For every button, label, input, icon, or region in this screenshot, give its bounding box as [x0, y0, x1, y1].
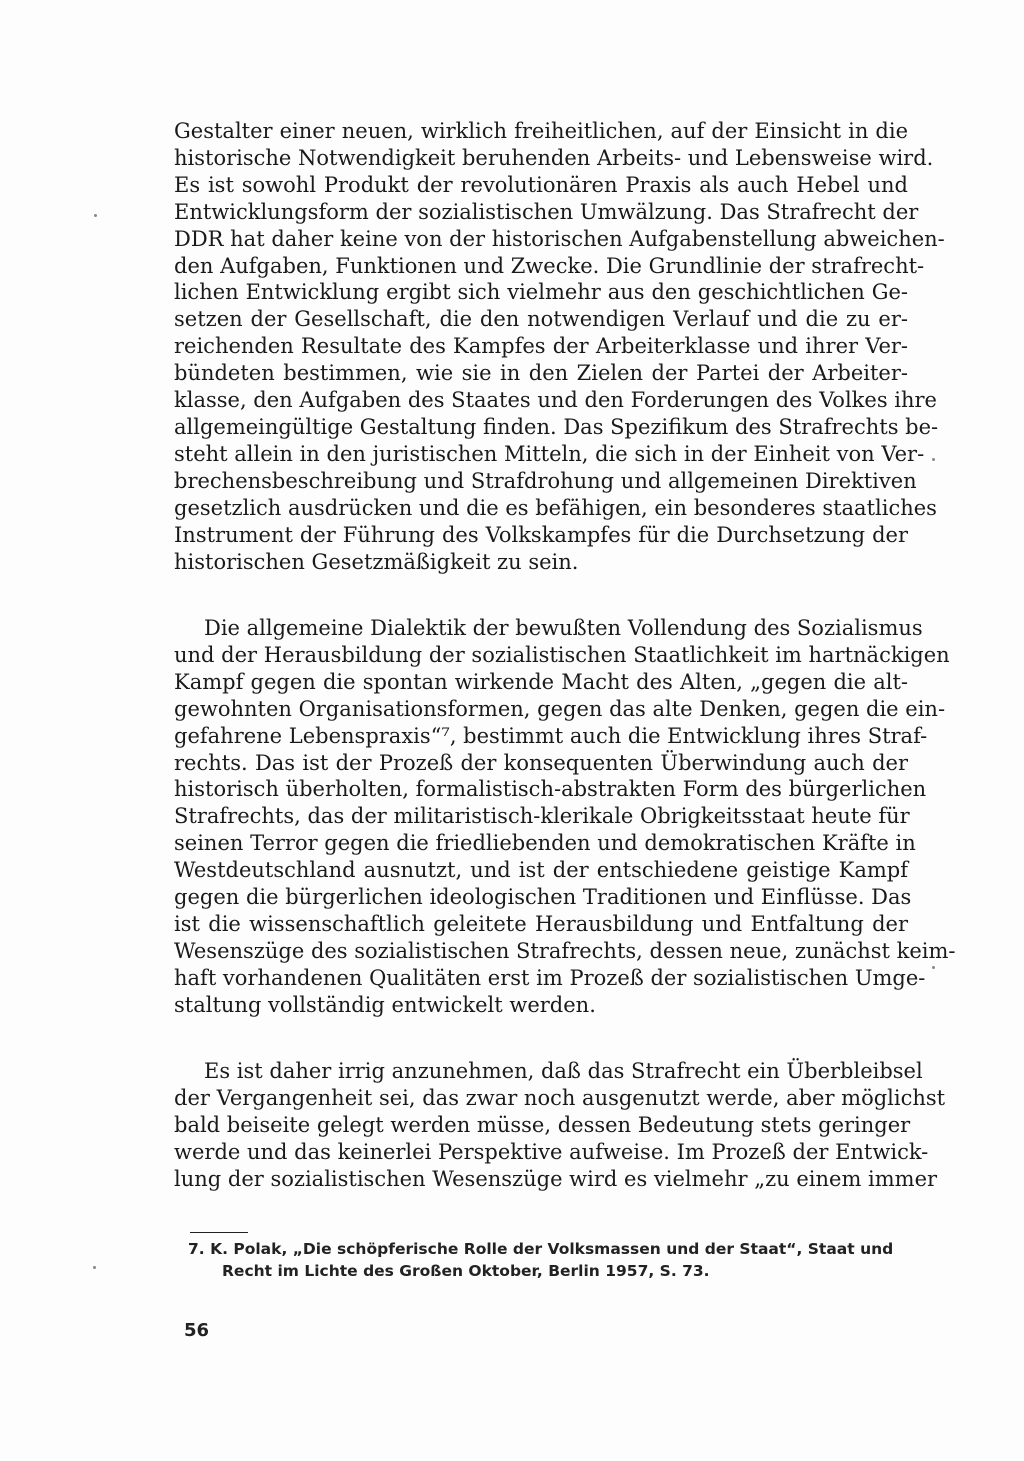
page-number: 56 [184, 1320, 210, 1341]
text-line: gegen die bürgerlichen ideologischen Traditionen und Einflüsse. Das [174, 885, 912, 910]
text-line: reichenden Resultate des Kampfes der Arbeiterklasse und ihrer Ver- [174, 334, 908, 359]
text-line: der Vergangenheit sei, das zwar noch ausgenutzt werde, aber möglichst [174, 1085, 946, 1110]
text-line: Gestalter einer neuen, wirklich freiheitlichen, auf der Einsicht in die [174, 119, 908, 143]
text-line: bündeten bestimmen, wie sie in den Zielen der Partei der Arbeiter- [174, 361, 908, 386]
text-line: gefahrene Lebenspraxis“⁷, bestimmt auch die Entwicklung ihres Straf- [174, 723, 928, 748]
text-line: Es ist sowohl Produkt der revolutionären Praxis als auch Hebel und [174, 172, 908, 197]
text-line: den Aufgaben, Funktionen und Zwecke. Die Grundlinie der strafrecht- [174, 253, 925, 278]
text-line: steht allein in den juristischen Mitteln, die sich in der Einheit von Ver- [174, 441, 925, 466]
text-line: historische Notwendigkeit beruhenden Arbeits- und Lebensweise wird. [174, 145, 934, 170]
text-line: lung der sozialistischen Wesenszüge wird es vielmehr „zu einem immer [174, 1166, 938, 1191]
text-line: Westdeutschland ausnutzt, und ist der entschiedene geistige Kampf [174, 858, 908, 883]
text-line: haft vorhandenen Qualitäten erst im Prozeß der sozialistischen Umge- [174, 965, 926, 990]
text-line: Wesenszüge des sozialistischen Strafrechts, dessen neue, zunächst keim- [174, 938, 956, 963]
text-line: Die allgemeine Dialektik der bewußten Vollendung des Sozialismus [204, 616, 923, 640]
text-line: setzen der Gesellschaft, die den notwendigen Verlauf und die zu er- [174, 307, 908, 332]
text-line: ist die wissenschaftlich geleitete Herausbildung und Entfaltung der [174, 911, 908, 936]
text-line: werde und das keinerlei Perspektive aufweise. Im Prozeß der Entwick- [174, 1139, 929, 1164]
text-line: bald beiseite gelegt werden müsse, dessen Bedeutung stets geringer [174, 1112, 911, 1137]
paragraph-2 [174, 615, 956, 1019]
text-line: gesetzlich ausdrücken und die es befähigen, ein besonderes staatliches [174, 495, 937, 520]
scan-speck [932, 458, 935, 461]
text-line: klasse, den Aufgaben des Staates und den Forderungen des Volkes ihre [174, 388, 937, 413]
paragraph-3 [174, 1058, 946, 1193]
text-line: Instrument der Führung des Volkskampfes für die Durchsetzung der [174, 522, 908, 547]
text-line: seinen Terror gegen die friedliebenden und demokratischen Kräfte in [174, 831, 916, 856]
text-line: brechensbeschreibung und Strafdrohung und allgemeinen Direktiven [174, 468, 917, 493]
scan-speck [932, 966, 935, 969]
scan-speck [94, 214, 97, 217]
footnote-divider [190, 1232, 248, 1233]
footnote-line: 7. K. Polak, „Die schöpferische Rolle der Volksmassen und der Staat“, Staat und [188, 1240, 894, 1258]
text-line: historischen Gesetzmäßigkeit zu sein. [174, 549, 579, 574]
text-line: lichen Entwicklung ergibt sich vielmehr aus den geschichtlichen Ge- [174, 280, 908, 305]
text-line: staltung vollständig entwickelt werden. [174, 992, 596, 1017]
text-line: gewohnten Organisationsformen, gegen das alte Denken, gegen die ein- [174, 696, 946, 721]
text-line: historisch überholten, formalistisch-abstrakten Form des bürgerlichen [174, 777, 927, 802]
text-line: Kampf gegen die spontan wirkende Macht des Alten, „gegen die alt- [174, 669, 908, 694]
text-line: Entwicklungsform der sozialistischen Umwälzung. Das Strafrecht der [174, 199, 919, 224]
text-line: rechts. Das ist der Prozeß der konsequenten Überwindung auch der [174, 750, 908, 775]
footnote-line: Recht im Lichte des Großen Oktober, Berlin 1957, S. 73. [222, 1262, 710, 1280]
footnote [188, 1238, 916, 1282]
text-line: und der Herausbildung der sozialistischen Staatlichkeit im hartnäckigen [174, 642, 950, 667]
paragraph-1 [174, 118, 945, 575]
text-line: DDR hat daher keine von der historischen Aufgabenstellung abweichen- [174, 226, 945, 251]
text-line: allgemeingültige Gestaltung finden. Das Spezifikum des Strafrechts be- [174, 414, 939, 439]
scan-speck [93, 1266, 96, 1269]
text-line: Es ist daher irrig anzunehmen, daß das Strafrecht ein Überbleibsel [204, 1059, 923, 1083]
text-line: Strafrechts, das der militaristisch-klerikale Obrigkeitsstaat heute für [174, 804, 910, 829]
